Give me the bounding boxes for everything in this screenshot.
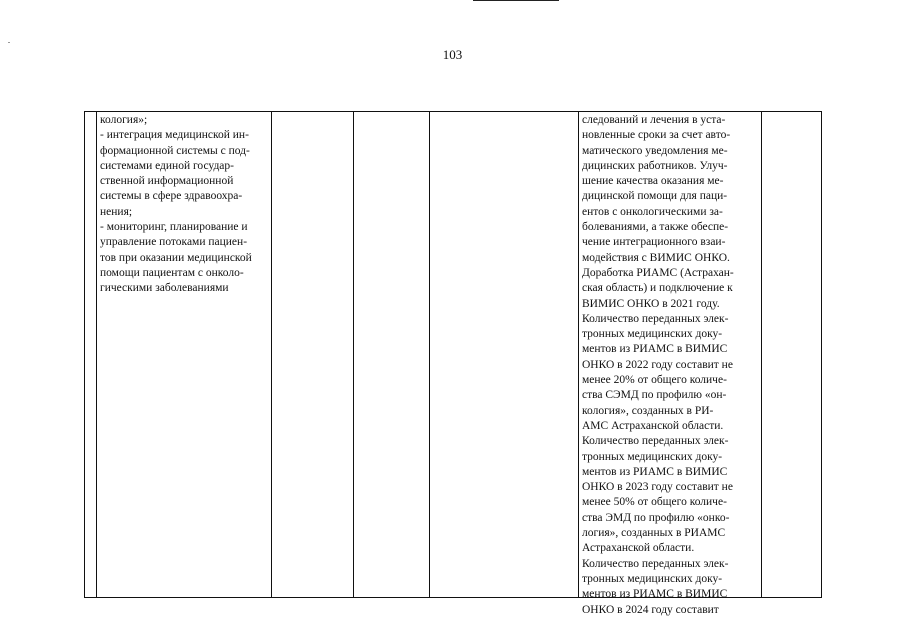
- top-rule: [473, 0, 559, 1]
- text-line: следований и лечения в уста-: [582, 114, 726, 126]
- text-line: ментов из РИАМС в ВИМИС: [582, 588, 728, 601]
- text-line: помощи пациентам с онколо-: [100, 266, 244, 279]
- cell-activity-description: [100, 113, 252, 297]
- text-line: шение качества оказания ме-: [582, 175, 724, 188]
- text-line: ская область) и подключение к: [582, 282, 733, 295]
- text-line: ОНКО в 2024 году составит: [582, 603, 719, 616]
- table: [84, 111, 822, 616]
- text-line: Астраханской области.: [582, 542, 695, 555]
- text-line: логия», созданных в РИАМС: [582, 527, 726, 540]
- column-divider-4: [429, 112, 430, 597]
- text-line: - интеграция медицинской ин-: [100, 129, 249, 142]
- text-line: тронных медицинских доку-: [582, 328, 723, 341]
- text-line: Количество переданных элек-: [582, 435, 729, 448]
- column-divider-3: [353, 112, 354, 597]
- text-line: ВИМИС ОНКО в 2021 году.: [582, 297, 720, 310]
- text-line: болеваниями, а также обеспе-: [582, 221, 729, 234]
- text-line: кология», созданных в РИ-: [582, 404, 714, 417]
- column-divider-2: [271, 112, 272, 597]
- cell-result-description: [582, 113, 734, 618]
- text-line: дицинских работников. Улуч-: [582, 159, 728, 172]
- text-line: ентов с онкологическими за-: [582, 205, 723, 218]
- text-line: менее 20% от общего количе-: [582, 374, 727, 387]
- text-line: дицинской помощи для паци-: [582, 190, 728, 203]
- column-divider-1: [96, 112, 97, 597]
- text-line: тронных медицинских доку-: [582, 450, 723, 463]
- text-line: - мониторинг, планирование и: [100, 221, 248, 234]
- text-line: ственной информационной: [100, 175, 234, 188]
- text-line: тронных медицинских доку-: [582, 572, 723, 585]
- text-line: ментов из РИАМС в ВИМИС: [582, 465, 728, 478]
- text-line: модействия с ВИМИС ОНКО.: [582, 251, 730, 264]
- text-line: АМС Астраханской области.: [582, 419, 724, 432]
- text-line: Доработка РИАМС (Астрахан-: [582, 266, 734, 279]
- text-line: ства ЭМД по профилю «онко-: [582, 511, 730, 524]
- text-line: ментов из РИАМС в ВИМИС: [582, 343, 728, 356]
- text-line: формационной системы с под-: [100, 144, 250, 157]
- text-line: ства СЭМД по профилю «он-: [582, 389, 727, 402]
- scan-mark: [8, 42, 10, 43]
- column-divider-5: [578, 112, 579, 597]
- text-line: Количество переданных элек-: [582, 557, 729, 570]
- text-line: чение интеграционного взаи-: [582, 236, 726, 249]
- text-line: системами единой государ-: [100, 159, 234, 172]
- text-line: новленные сроки за счет авто-: [582, 129, 731, 142]
- text-line: управление потоками пациен-: [100, 236, 248, 249]
- page-number: 103: [442, 47, 463, 62]
- text-line: менее 50% от общего количе-: [582, 496, 727, 509]
- text-line: ОНКО в 2022 году составит не: [582, 358, 733, 371]
- text-line: ОНКО в 2023 году составит не: [582, 481, 733, 494]
- column-divider-6: [761, 112, 762, 597]
- text-line: тов при оказании медицинской: [100, 251, 252, 264]
- text-line: нения;: [100, 205, 133, 218]
- text-line: кология»;: [100, 114, 148, 126]
- text-line: гическими заболеваниями: [100, 282, 229, 295]
- text-line: Количество переданных элек-: [582, 312, 729, 325]
- text-line: системы в сфере здравоохра-: [100, 190, 243, 203]
- text-line: матического уведомления ме-: [582, 144, 728, 157]
